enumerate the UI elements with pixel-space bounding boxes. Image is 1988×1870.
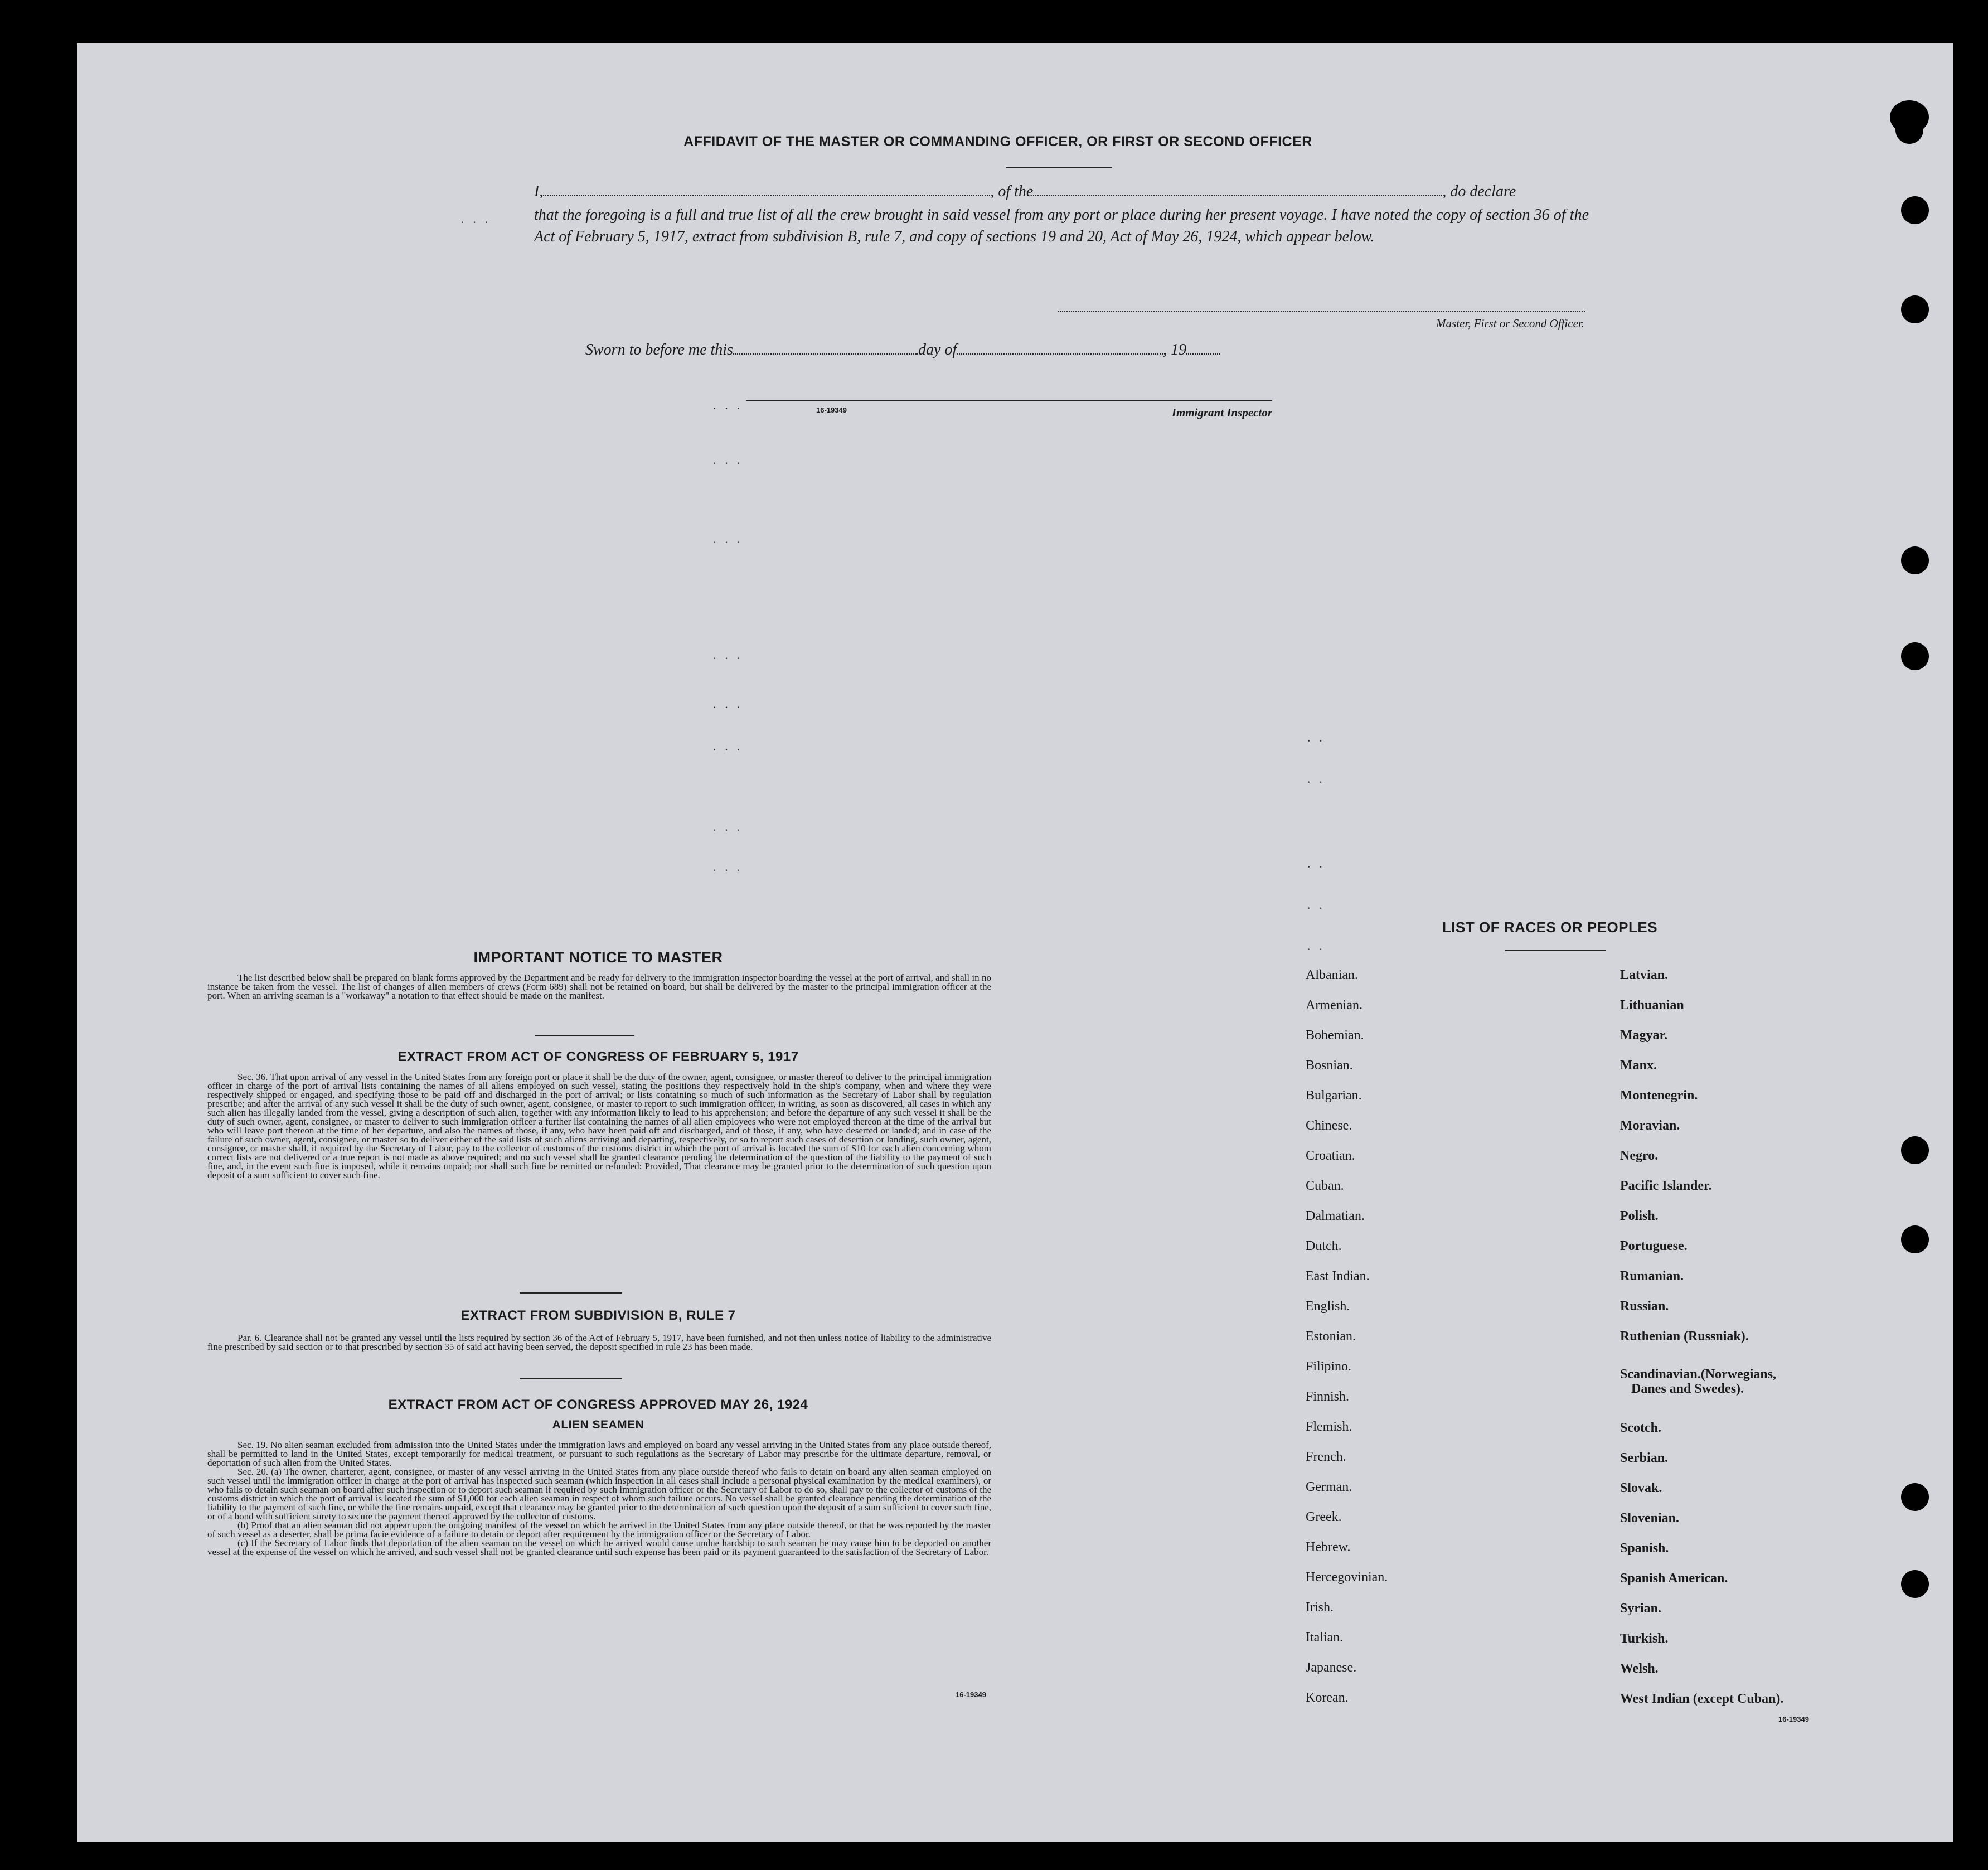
master-signature-caption: Master, First or Second Officer. [1436, 317, 1584, 330]
sec-36-paragraph: Sec. 36. That upon arrival of any vessel in the United States from any foreign port or place it shall be the duty of the owner, agent, consignee, or master thereof to deliver to the principal immigration officer in charge of the port of arrival lists containing the names of all aliens employed on such vessel, stating the positions they respectively hold in the ship's company, when and where they were respectively shipped or engaged, and specifying those to be paid off and discharged in the port of arrival; or lists containing so much of such information as the Secretary of Labor shall by regulation prescribe; and after the arrival of any such vessel it shall be the duty of such owner, agent, consignee, or master to report to such immigration officer, in writing, as soon as discovered, all cases in which any such alien has illegally landed from the vessel, giving a description of such alien, together with any information likely to lead to his apprehension; and before the departure of any such vessel it shall be the duty of such owner, agent, consignee, or master to deliver to such immigration officer a further list containing the names of all alien employees who were not employed thereon at the time of the arrival but who will leave port thereon at the time of her departure, and also the names of those, if any, who have been paid off and discharged, and of those, if any, who have deserted or landed; and in case of the failure of such owner, agent, consignee, or master so to deliver either of the said lists of such aliens arriving and departing, respectively, or so to report such cases of desertion or landing, such owner, agent, consignee, or master shall, if required by the Secretary of Labor, pay to the collector of customs of the customs district in which the port of arrival is located the sum of $10 for each alien concerning whom correct lists are not delivered or a true report is not made as above required; and no such vessel shall be granted clearance pending the determination of the question of the liability to the payment of such fine, and, in the event such fine is imposed, while it remains unpaid; nor shall such fine be remitted or refunded: Provided, That clearance may be granted prior to the determination of such question upon deposit of a sum sufficient to cover such fine. [207, 1072, 991, 1180]
race-item: Slovak. [1620, 1481, 1662, 1495]
race-item: German. [1306, 1480, 1352, 1494]
race-item: Manx. [1620, 1058, 1657, 1073]
title-underline [1006, 167, 1112, 168]
race-item: Albanian. [1306, 968, 1358, 982]
punch-hole [1901, 1570, 1929, 1598]
race-item: Moravian. [1620, 1118, 1680, 1133]
print-dots: ·· [1307, 942, 1331, 956]
sec-20a-paragraph: Sec. 20. (a) The owner, charterer, agent, consignee, or master of any vessel arriving in the United States from any place outside thereof who fails to detain on board any alien seaman employed on such vessel until the immigration officer in charge at the port of arrival has inspected such seaman (which inspection in all cases shall include a personal physical examination by the medical examiners), or who fails to detain such seaman on board after such inspection or to deport such seaman if required by such immigration officer or the Secretary of Labor to do so, shall pay to the collector of customs of the customs district in which the port of arrival is located the sum of $1,000 for each alien seaman in respect of whom such failure occurs. No vessel shall be granted clearance pending the determination of the liability to the payment of such fine, or while the fine remains unpaid, except that clearance may be granted prior to the determination of such question upon the deposit of a sum sufficient to cover such fine, or of a bond with sufficient surety to secure the payment thereof approved by the collector of customs. [207, 1466, 991, 1522]
sec-20b-paragraph: (b) Proof that an alien seaman did not appear upon the outgoing manifest of the vessel on which he arrived in the United States from any place outside thereof, or that he was reported by the master of such vessel as a deserter, shall be prima facie evidence of a failure to detain or deport after requirement by the immigration officer or the Secretary of Labor. [207, 1520, 991, 1539]
race-item: Russian. [1620, 1299, 1669, 1314]
races-title-underline [1505, 950, 1606, 951]
notice-paragraph: The list described below shall be prepared on blank forms approved by the Department and be ready for delivery to the immigration inspector boarding the vessel at the port of arrival, and shall in no instance be taken from the vessel. The list of changes of alien members of crews (Form 689) shall not be retained on board, but shall be delivered by the master to the principal immigration officer at the port. When an arriving seaman is a "workaway" a notation to that effect should be made on the manifest. [207, 972, 991, 1001]
sec-19-paragraph: Sec. 19. No alien seaman excluded from admission into the United States under the immigration laws and employed on board any vessel arriving in the United States from any place outside thereof, shall be permitted to land in the United States, except temporarily for medical treatment, or pursuant to such regulations as the Secretary of Labor may prescribe for the ultimate departure, removal, or deportation of such alien from the United States. [207, 1440, 991, 1468]
race-item: Estonian. [1306, 1329, 1356, 1344]
races-title: LIST OF RACES OR PEOPLES [1442, 919, 1658, 936]
sworn-day-field[interactable] [733, 353, 918, 355]
punch-hole [1890, 100, 1929, 134]
print-dots: ·· [1307, 775, 1331, 789]
sworn-year-field[interactable] [1186, 353, 1220, 355]
punch-hole [1901, 295, 1929, 323]
section-divider [535, 1035, 634, 1036]
race-item: Montenegrin. [1620, 1088, 1698, 1103]
notice-body [207, 973, 991, 1000]
race-item: Croatian. [1306, 1149, 1355, 1163]
punch-hole [1901, 196, 1929, 224]
print-dots: ··· [712, 700, 748, 714]
race-item: Finnish. [1306, 1389, 1350, 1404]
race-item: Welsh. [1620, 1661, 1659, 1676]
race-item: Bosnian. [1306, 1058, 1353, 1073]
sworn-line [585, 341, 1220, 359]
affidavit-body: that the foregoing is a full and true list of all the crew brought in said vessel from any port or place during her present voyage. I have noted the copy of section 36 of the Act of February 5, 1917, extract from subdivision B, rule 7, and copy of sections 19 and 20, Act of May 26, 1924, which appear below. [534, 206, 1589, 245]
punch-hole [1901, 642, 1929, 670]
sec-20c-paragraph: (c) If the Secretary of Labor finds that deportation of the alien seaman on the vessel on which he arrived would cause undue hardship to such seaman he may cause him to be deported on another vessel at the expense of the vessel on which he arrived, and such vessel shall not be granted clearance until such expense has been paid or its payment guaranteed to the satisfaction of the Secretary of Labor. [207, 1538, 991, 1557]
of-the-label: , of the [990, 183, 1034, 200]
race-item: Armenian. [1306, 998, 1362, 1012]
race-item: Spanish American. [1620, 1571, 1728, 1586]
race-item: Rumanian. [1620, 1269, 1684, 1283]
punch-hole [1901, 546, 1929, 574]
inspector-signature-line[interactable] [746, 400, 1272, 401]
race-item: Slovenian. [1620, 1511, 1680, 1525]
race-item: Spanish. [1620, 1541, 1669, 1556]
print-dots: ··· [712, 535, 748, 549]
notice-title: IMPORTANT NOTICE TO MASTER [473, 949, 723, 966]
race-item: Irish. [1306, 1600, 1334, 1615]
race-item: Bohemian. [1306, 1028, 1364, 1043]
race-item: Japanese. [1306, 1660, 1357, 1675]
print-dots: ··· [460, 215, 496, 229]
race-item: Negro. [1620, 1149, 1659, 1163]
section-divider [520, 1292, 622, 1294]
form-number-top: 16-19349 [816, 406, 847, 414]
race-item: Dutch. [1306, 1239, 1342, 1253]
do-declare-label: , do declare [1442, 183, 1516, 200]
i-label: I, [534, 183, 544, 200]
race-item: Hercegovinian. [1306, 1570, 1388, 1585]
race-item: Portuguese. [1620, 1239, 1688, 1253]
master-signature-line[interactable] [1058, 311, 1585, 312]
race-item: Scandinavian.(Norwegians, [1620, 1367, 1777, 1382]
rule7-title: EXTRACT FROM SUBDIVISION B, RULE 7 [460, 1308, 736, 1323]
race-item: Chinese. [1306, 1118, 1352, 1133]
extract-1917-title: EXTRACT FROM ACT OF CONGRESS OF FEBRUARY 5, 1917 [397, 1049, 799, 1064]
year-label: , 19 [1163, 341, 1187, 359]
print-dots: ··· [712, 743, 748, 757]
print-dots: ··· [712, 863, 748, 877]
race-item: Serbian. [1620, 1451, 1669, 1465]
race-item: English. [1306, 1299, 1350, 1314]
race-item: West Indian (except Cuban). [1620, 1692, 1784, 1706]
rule7-body [207, 1334, 991, 1351]
race-item: Filipino. [1306, 1359, 1352, 1374]
race-item: Turkish. [1620, 1631, 1669, 1646]
race-item: Pacific Islander. [1620, 1179, 1712, 1193]
race-item: Lithuanian [1620, 998, 1684, 1012]
race-item: Cuban. [1306, 1179, 1344, 1193]
print-dots: ··· [712, 456, 748, 470]
race-item: Flemish. [1306, 1420, 1352, 1434]
punch-hole [1901, 1225, 1929, 1253]
race-item: Magyar. [1620, 1028, 1668, 1043]
race-item: Latvian. [1620, 968, 1669, 982]
race-item-continued: Danes and Swedes). [1631, 1382, 1744, 1396]
race-item: Ruthenian (Russniak). [1620, 1329, 1749, 1344]
vessel-name-field[interactable] [1033, 195, 1442, 196]
race-item: Syrian. [1620, 1601, 1662, 1616]
race-item: Italian. [1306, 1630, 1344, 1645]
race-item: French. [1306, 1450, 1346, 1464]
extract-1924-body [207, 1441, 991, 1557]
declarant-name-field[interactable] [543, 195, 990, 196]
affidavit-title: AFFIDAVIT OF THE MASTER OR COMMANDING OFFICER, OR FIRST OR SECOND OFFICER [683, 134, 1312, 149]
alien-seamen-subtitle: ALIEN SEAMEN [552, 1418, 644, 1431]
form-number-bottom-left: 16-19349 [956, 1690, 986, 1699]
day-of-label: day of [918, 341, 957, 359]
race-item: Polish. [1620, 1209, 1659, 1223]
affidavit-declare-line [534, 183, 1582, 201]
race-item: Hebrew. [1306, 1540, 1351, 1554]
inspector-caption: Immigrant Inspector [1171, 406, 1272, 419]
race-item: Bulgarian. [1306, 1088, 1362, 1103]
race-item: East Indian. [1306, 1269, 1370, 1283]
race-item: Korean. [1306, 1690, 1349, 1705]
print-dots: ··· [712, 401, 748, 415]
print-dots: ·· [1307, 734, 1331, 748]
race-item: Scotch. [1620, 1421, 1661, 1435]
print-dots: ·· [1307, 860, 1331, 874]
section-divider [520, 1378, 622, 1379]
form-number-bottom-right: 16-19349 [1778, 1715, 1809, 1723]
sworn-month-field[interactable] [957, 353, 1163, 355]
race-item: Greek. [1306, 1510, 1342, 1524]
sworn-label: Sworn to before me this [585, 341, 733, 359]
punch-hole [1901, 1483, 1929, 1511]
print-dots: ··· [712, 651, 748, 665]
print-dots: ··· [712, 823, 748, 837]
par-6-paragraph: Par. 6. Clearance shall not be granted any vessel until the lists required by section 36 of the Act of February 5, 1917, have been furnished, and not then unless notice of liability to the administrative fine prescribed by said section or to that prescribed by section 35 of said act having been served, the deposit specified in rule 23 has been made. [207, 1333, 991, 1352]
race-item: Dalmatian. [1306, 1209, 1365, 1223]
extract-1917-body [207, 1073, 991, 1180]
print-dots: ·· [1307, 901, 1331, 915]
extract-1924-title: EXTRACT FROM ACT OF CONGRESS APPROVED MAY 26, 1924 [388, 1397, 808, 1412]
punch-hole [1901, 1136, 1929, 1164]
